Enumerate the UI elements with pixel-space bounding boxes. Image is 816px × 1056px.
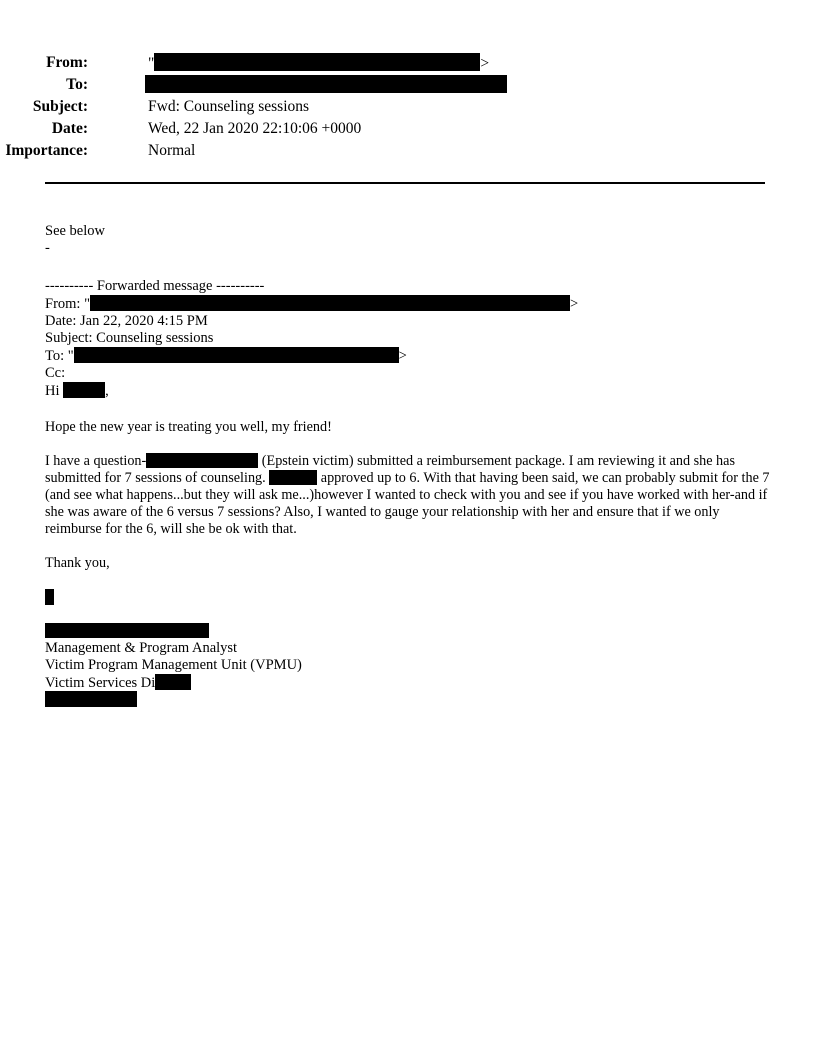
fwd-to-suffix: > — [398, 348, 407, 364]
subject-value: Fwd: Counseling sessions — [148, 98, 310, 115]
to-label: To: — [66, 76, 88, 93]
email-intro — [45, 223, 770, 257]
importance-label: Importance: — [5, 142, 88, 159]
redaction-block — [155, 674, 191, 690]
greeting-prefix: Hi — [45, 383, 64, 399]
to-value — [145, 75, 507, 96]
date-value: Wed, 22 Jan 2020 22:10:06 +0000 — [148, 120, 362, 137]
division-prefix: Victim Services Di — [45, 675, 156, 691]
fwd-to-line — [45, 347, 770, 365]
redaction-block — [74, 347, 399, 363]
para2-part3: approved up to 6. With that having been said, we can probably submit for the 7 (and see what happens...but they will ask me...)however I wanted to check with you and see if you have worked with her-and if she was aware of the 6 versus 7 sessions? Also, I wanted to gauge your relationship with her and ensure that if we only reimburse for the 6, will she be ok with that. — [45, 470, 770, 537]
fwd-from-line — [45, 295, 770, 313]
forwarded-header — [45, 278, 770, 400]
header-divider — [45, 182, 765, 184]
intro-dash: - — [45, 240, 50, 256]
closing: Thank you, — [45, 555, 110, 571]
fwd-from-prefix: From: " — [45, 296, 90, 312]
redaction-block — [90, 295, 570, 311]
para2-part2: (Epstein victim) submitted a reimbursement package. I am reviewing it and she has submitted for 7 sessions of counseling. — [45, 453, 735, 486]
from-label: From: — [46, 54, 88, 71]
greeting-line — [45, 382, 770, 400]
fwd-subject-line: Subject: Counseling sessions — [45, 330, 214, 346]
signature-title: Management & Program Analyst — [45, 640, 238, 656]
redaction-block — [145, 75, 507, 93]
importance-value: Normal — [148, 142, 196, 159]
para2-part1: I have a question- — [45, 453, 147, 469]
paragraph-1: Hope the new year is treating you well, my friend! — [45, 419, 332, 435]
forwarded-marker: ---------- Forwarded message ---------- — [45, 278, 265, 294]
subject-label: Subject: — [32, 98, 88, 115]
fwd-from-suffix: > — [570, 296, 579, 312]
redaction-block — [45, 623, 209, 638]
fwd-cc-line: Cc: — [45, 365, 66, 381]
fwd-date-line: Date: Jan 22, 2020 4:15 PM — [45, 313, 208, 329]
paragraph-2 — [45, 453, 770, 538]
signature-unit: Victim Program Management Unit (VPMU) — [45, 657, 302, 673]
from-value — [148, 53, 489, 74]
redaction-block — [45, 691, 137, 707]
redaction-block — [269, 470, 317, 485]
greeting-suffix: , — [105, 383, 109, 399]
date-label: Date: — [51, 120, 88, 137]
fwd-to-prefix: To: " — [45, 348, 74, 364]
from-bracket: > — [480, 55, 490, 72]
redaction-block — [154, 53, 480, 71]
redaction-block — [45, 589, 54, 605]
signature-division — [45, 674, 770, 692]
intro-text: See below — [45, 223, 105, 239]
redaction-block — [63, 382, 105, 398]
from-quote: " — [148, 55, 155, 72]
redaction-block — [146, 453, 258, 468]
signature-block — [45, 640, 770, 692]
